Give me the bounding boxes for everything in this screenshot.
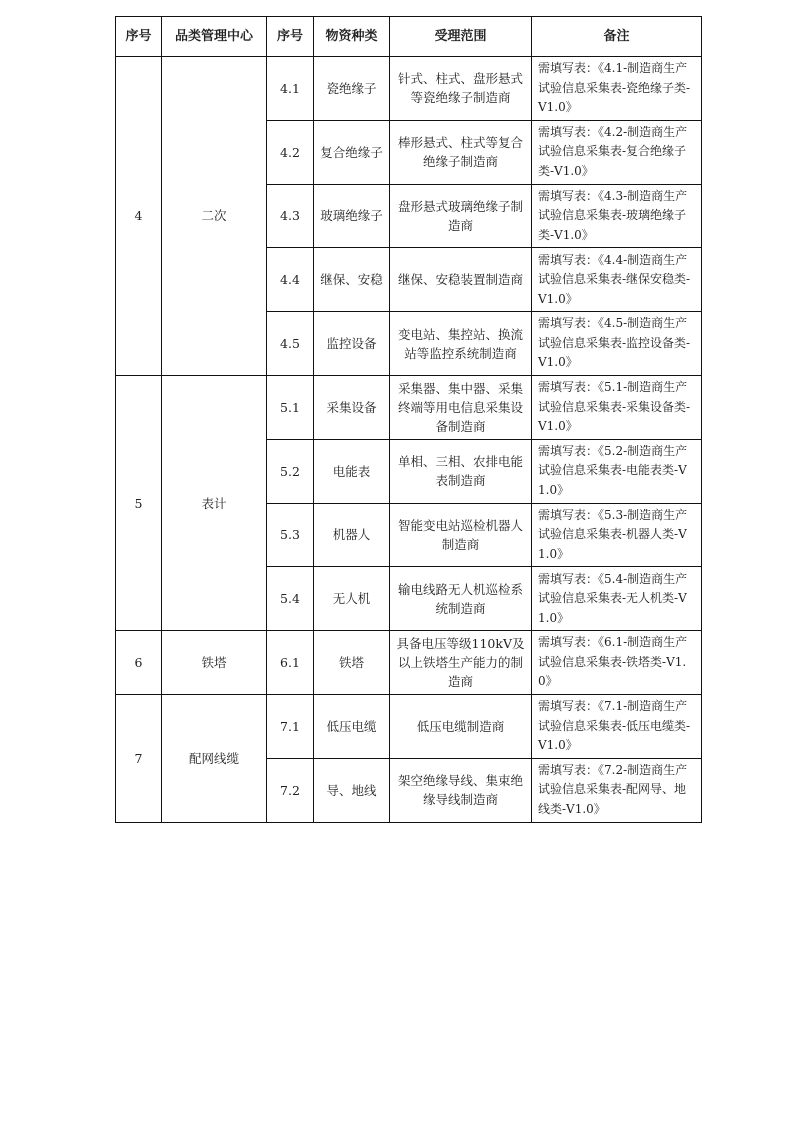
table-row bbox=[116, 57, 702, 121]
type-cell: 采集设备 bbox=[314, 375, 390, 439]
note-cell: 需填写表：《4.4-制造商生产试验信息采集表-继保安稳类-V1.0》 bbox=[532, 248, 702, 312]
scope-cell: 智能变电站巡检机器人制造商 bbox=[390, 503, 532, 567]
note-cell: 需填写表：《4.5-制造商生产试验信息采集表-监控设备类-V1.0》 bbox=[532, 312, 702, 376]
scope-cell: 具备电压等级110kV及以上铁塔生产能力的制造商 bbox=[390, 631, 532, 695]
subseq-cell: 4.3 bbox=[267, 184, 314, 248]
subseq-cell: 7.1 bbox=[267, 694, 314, 758]
subseq-cell: 5.2 bbox=[267, 439, 314, 503]
type-cell: 瓷绝缘子 bbox=[314, 57, 390, 121]
table-row bbox=[116, 694, 702, 758]
scope-cell: 低压电缆制造商 bbox=[390, 694, 532, 758]
subseq-cell: 5.4 bbox=[267, 567, 314, 631]
subseq-cell: 4.4 bbox=[267, 248, 314, 312]
note-cell: 需填写表：《4.1-制造商生产试验信息采集表-瓷绝缘子类-V1.0》 bbox=[532, 57, 702, 121]
scope-cell: 针式、柱式、盘形悬式等瓷绝缘子制造商 bbox=[390, 57, 532, 121]
subseq-cell: 4.5 bbox=[267, 312, 314, 376]
table-header bbox=[116, 17, 702, 57]
table-body bbox=[116, 57, 702, 823]
scope-cell: 棒形悬式、柱式等复合绝缘子制造商 bbox=[390, 120, 532, 184]
group-center-cell: 配网线缆 bbox=[162, 694, 267, 822]
note-cell: 需填写表：《7.2-制造商生产试验信息采集表-配网导、地线类-V1.0》 bbox=[532, 758, 702, 822]
type-cell: 监控设备 bbox=[314, 312, 390, 376]
group-center-cell: 表计 bbox=[162, 375, 267, 630]
group-center-cell: 二次 bbox=[162, 57, 267, 376]
subseq-cell: 4.1 bbox=[267, 57, 314, 121]
group-seq-cell: 5 bbox=[116, 375, 162, 630]
note-cell: 需填写表：《5.4-制造商生产试验信息采集表-无人机类-V1.0》 bbox=[532, 567, 702, 631]
note-cell: 需填写表：《5.2-制造商生产试验信息采集表-电能表类-V1.0》 bbox=[532, 439, 702, 503]
scope-cell: 变电站、集控站、换流站等监控系统制造商 bbox=[390, 312, 532, 376]
note-cell: 需填写表：《4.2-制造商生产试验信息采集表-复合绝缘子类-V1.0》 bbox=[532, 120, 702, 184]
scope-cell: 继保、安稳装置制造商 bbox=[390, 248, 532, 312]
group-seq-cell: 6 bbox=[116, 631, 162, 695]
type-cell: 玻璃绝缘子 bbox=[314, 184, 390, 248]
type-cell: 低压电缆 bbox=[314, 694, 390, 758]
note-cell: 需填写表：《5.3-制造商生产试验信息采集表-机器人类-V1.0》 bbox=[532, 503, 702, 567]
type-cell: 复合绝缘子 bbox=[314, 120, 390, 184]
note-cell: 需填写表：《4.3-制造商生产试验信息采集表-玻璃绝缘子类-V1.0》 bbox=[532, 184, 702, 248]
note-cell: 需填写表：《5.1-制造商生产试验信息采集表-采集设备类-V1.0》 bbox=[532, 375, 702, 439]
subseq-cell: 6.1 bbox=[267, 631, 314, 695]
group-seq-cell: 7 bbox=[116, 694, 162, 822]
scope-cell: 采集器、集中器、采集终端等用电信息采集设备制造商 bbox=[390, 375, 532, 439]
type-cell: 继保、安稳 bbox=[314, 248, 390, 312]
type-cell: 无人机 bbox=[314, 567, 390, 631]
note-cell: 需填写表：《6.1-制造商生产试验信息采集表-铁塔类-V1.0》 bbox=[532, 631, 702, 695]
header-row bbox=[116, 17, 702, 57]
manufacturer-category-table bbox=[115, 16, 702, 823]
note-cell: 需填写表：《7.1-制造商生产试验信息采集表-低压电缆类-V1.0》 bbox=[532, 694, 702, 758]
table-row bbox=[116, 631, 702, 695]
header-type: 物资种类 bbox=[314, 17, 390, 57]
scope-cell: 单相、三相、农排电能表制造商 bbox=[390, 439, 532, 503]
subseq-cell: 7.2 bbox=[267, 758, 314, 822]
header-scope: 受理范围 bbox=[390, 17, 532, 57]
type-cell: 铁塔 bbox=[314, 631, 390, 695]
table-row bbox=[116, 375, 702, 439]
type-cell: 机器人 bbox=[314, 503, 390, 567]
scope-cell: 输电线路无人机巡检系统制造商 bbox=[390, 567, 532, 631]
type-cell: 导、地线 bbox=[314, 758, 390, 822]
subseq-cell: 5.3 bbox=[267, 503, 314, 567]
scope-cell: 盘形悬式玻璃绝缘子制造商 bbox=[390, 184, 532, 248]
subseq-cell: 4.2 bbox=[267, 120, 314, 184]
header-seq: 序号 bbox=[116, 17, 162, 57]
header-center: 品类管理中心 bbox=[162, 17, 267, 57]
header-subseq: 序号 bbox=[267, 17, 314, 57]
header-note: 备注 bbox=[532, 17, 702, 57]
group-seq-cell: 4 bbox=[116, 57, 162, 376]
subseq-cell: 5.1 bbox=[267, 375, 314, 439]
type-cell: 电能表 bbox=[314, 439, 390, 503]
group-center-cell: 铁塔 bbox=[162, 631, 267, 695]
scope-cell: 架空绝缘导线、集束绝缘导线制造商 bbox=[390, 758, 532, 822]
